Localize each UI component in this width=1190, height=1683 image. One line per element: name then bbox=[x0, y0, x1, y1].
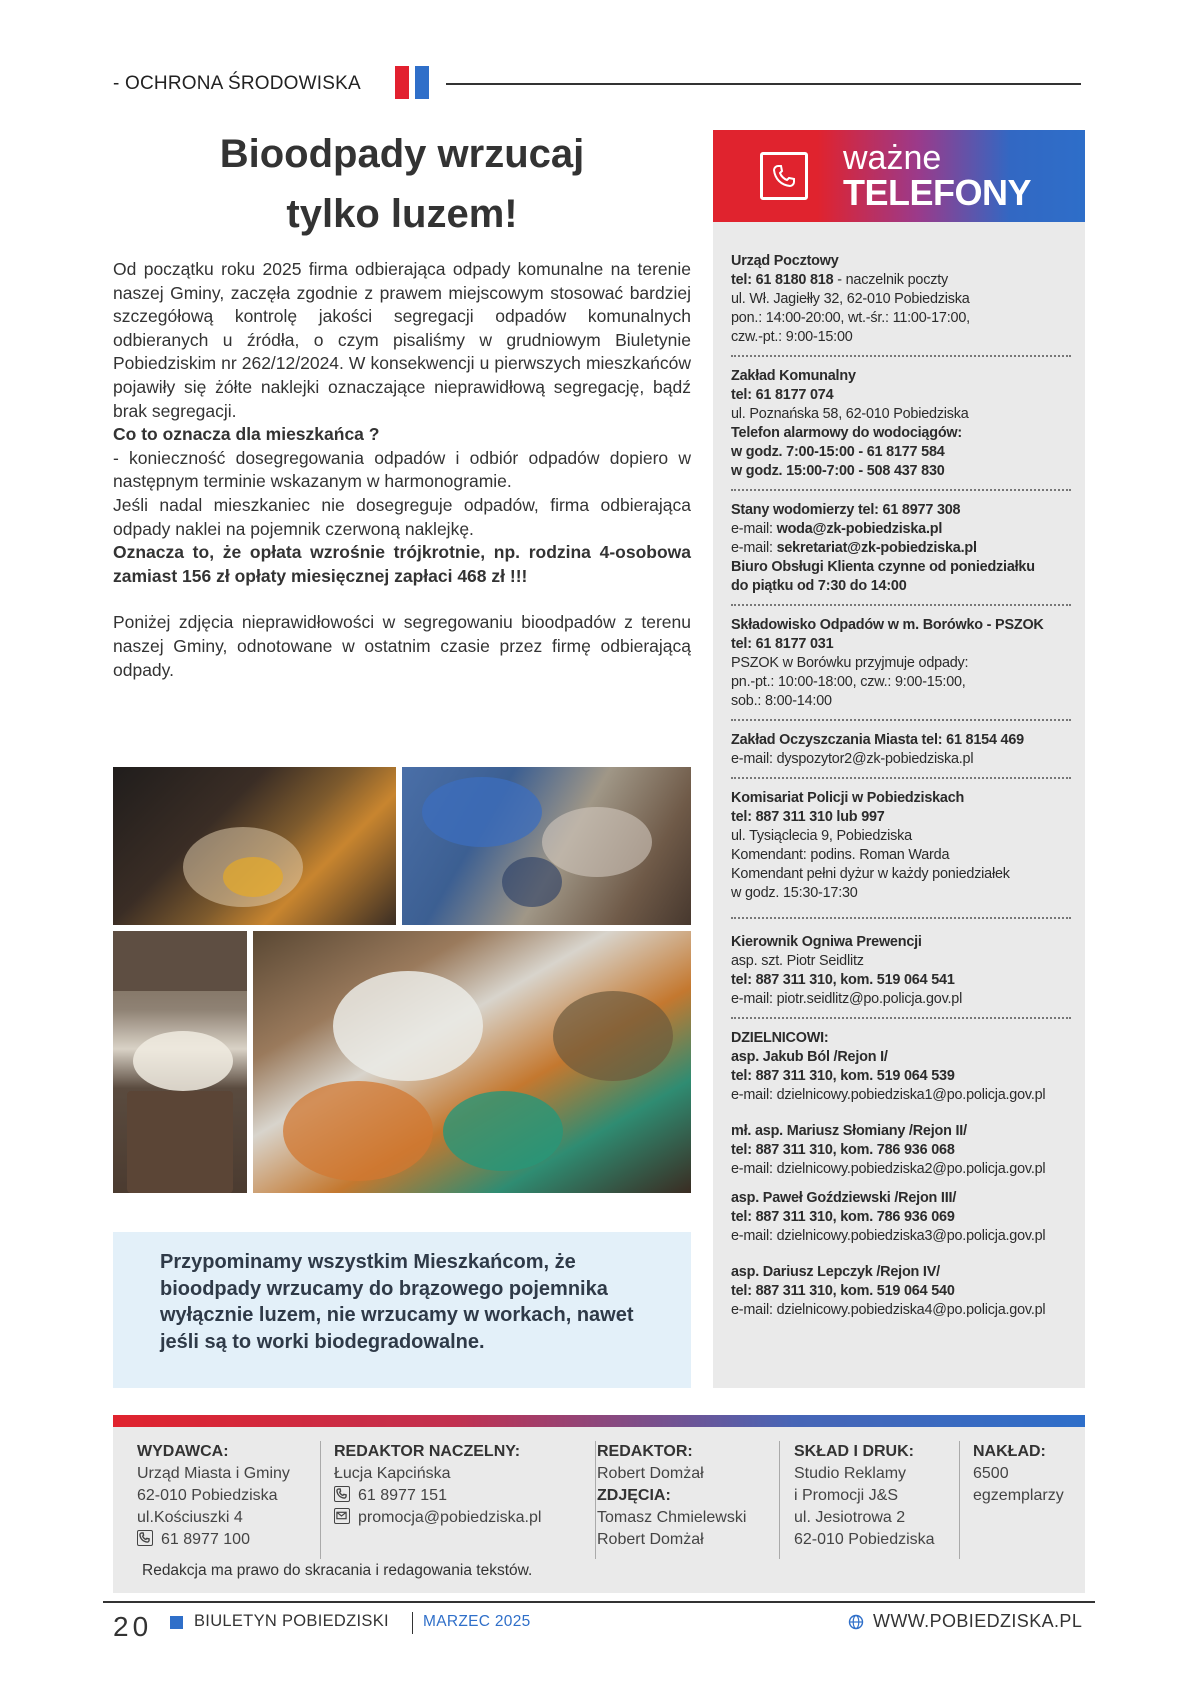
entry-info: PSZOK w Borówku przyjmuje odpady: bbox=[731, 655, 969, 671]
footer-heading: SKŁAD I DRUK: bbox=[794, 1443, 914, 1460]
entry-alarm-tel: w godz. 15:00-7:00 - 508 437 830 bbox=[731, 463, 945, 479]
entry-tel: tel: 61 8177 031 bbox=[731, 636, 834, 652]
photo-bioodpady-2 bbox=[402, 767, 691, 925]
footer-gradient-bar bbox=[113, 1415, 1085, 1427]
dzielnicowi-header: DZIELNICOWI: bbox=[731, 1030, 829, 1046]
dzielnicowy-tel: tel: 887 311 310, kom. 786 936 069 bbox=[731, 1209, 955, 1225]
footer-text: i Promocji J&S bbox=[794, 1487, 899, 1504]
reminder-text: Przypominamy wszystkim Mieszkańcom, że bioodpady wrzucamy do brązowego pojemnika wyłącznie luzem, nie wrzucamy w workach, nawet jeśli są to worki biodegradowalne. bbox=[160, 1251, 634, 1353]
important-phones-panel bbox=[713, 130, 1085, 1388]
article-paragraph-1: Od początku roku 2025 firma odbierająca odpady komunalne na terenie naszej Gminy, zaczęła zgodnie z prawem miejscowym stosować bardziej szczegółową kontrolę jakości segregacji odpadów komunalnych odbieranych u źródła, o czym pisaliśmy w grudniowym Biuletynie Pobiedziskim nr 262/12/2024. W konsekwencji u pierwszych mieszkańców pojawiły się żółte naklejki oznaczające nieprawidłową segregację, bądź brak segregacji. bbox=[113, 259, 691, 421]
article-paragraph-3: Jeśli nadal mieszkaniec nie dosegreguje odpadów, firma odbierająca odpady naklei na pojemnik czerwoną naklejkę. bbox=[113, 494, 691, 539]
photo-bio-bin bbox=[113, 931, 247, 1193]
dzielnicowy-tel: tel: 887 311 310, kom. 519 064 539 bbox=[731, 1068, 955, 1084]
article-question: Co to oznacza dla mieszkańca ? bbox=[113, 424, 380, 445]
entry-email: e-mail: piotr.seidlitz@po.policja.gov.pl bbox=[731, 991, 963, 1007]
section-header bbox=[113, 66, 1081, 100]
editorial-footer bbox=[113, 1427, 1085, 1593]
entry-tel: tel: 61 8177 074 bbox=[731, 387, 834, 403]
entry-name: Stany wodomierzy tel: 61 8977 308 bbox=[731, 502, 961, 518]
reminder-box bbox=[113, 1232, 691, 1388]
footer-divider bbox=[595, 1441, 596, 1559]
article-title bbox=[113, 124, 691, 244]
bulletin-date: MARZEC 2025 bbox=[423, 1613, 531, 1630]
bulletin-square bbox=[170, 1616, 183, 1629]
entry-bok: do piątku od 7:30 do 14:00 bbox=[731, 578, 907, 594]
bulletin-name: BIULETYN POBIEDZISKI bbox=[194, 1612, 389, 1630]
footer-redaktor bbox=[597, 1441, 746, 1551]
footer-redaktor-naczelny bbox=[334, 1441, 541, 1529]
entry-hours: sob.: 8:00-14:00 bbox=[731, 693, 832, 709]
dotted-divider bbox=[731, 1017, 1071, 1019]
section-flag-red bbox=[395, 66, 409, 99]
section-title: - OCHRONA ŚRODOWISKA bbox=[113, 73, 361, 94]
entry-name: Urząd Pocztowy bbox=[731, 253, 839, 269]
dzielnicowy-email: e-mail: dzielnicowy.pobiedziska2@po.policja.gov.pl bbox=[731, 1161, 1046, 1177]
email-label: e-mail: bbox=[731, 540, 777, 556]
entry-urzad-pocztowy bbox=[731, 252, 1071, 347]
footer-heading: REDAKTOR NACZELNY: bbox=[334, 1443, 521, 1460]
entry-person: asp. szt. Piotr Seidlitz bbox=[731, 953, 864, 969]
entry-tel: tel: 61 8180 818 bbox=[731, 272, 834, 288]
footer-text: 62-010 Pobiedziska bbox=[137, 1487, 278, 1504]
article-paragraph-4: Oznacza to, że opłata wzrośnie trójkrotnie, np. rodzina 4-osobowa zamiast 156 zł opłaty miesięcznej zapłaci 468 zł !!! bbox=[113, 542, 691, 586]
page-bottom-rule bbox=[103, 1601, 1095, 1603]
entry-dyzur: w godz. 15:30-17:30 bbox=[731, 885, 858, 901]
footer-text: Studio Reklamy bbox=[794, 1465, 907, 1482]
dzielnicowy-email: e-mail: dzielnicowy.pobiedziska1@po.policja.gov.pl bbox=[731, 1087, 1046, 1103]
dotted-divider bbox=[731, 604, 1071, 606]
article-body bbox=[113, 258, 691, 682]
dotted-divider bbox=[731, 719, 1071, 721]
footer-text: Łucja Kapcińska bbox=[334, 1465, 451, 1482]
entry-tel: tel: 887 311 310, kom. 519 064 541 bbox=[731, 972, 955, 988]
entry-zaklad-komunalny bbox=[731, 367, 1071, 481]
footer-sklad bbox=[794, 1441, 935, 1551]
footer-wydawca bbox=[137, 1441, 290, 1551]
phones-header bbox=[713, 130, 1085, 222]
dzielnicowy-email: e-mail: dzielnicowy.pobiedziska3@po.policja.gov.pl bbox=[731, 1228, 1046, 1244]
phone-icon bbox=[760, 152, 808, 200]
footer-heading: WYDAWCA: bbox=[137, 1443, 229, 1460]
dzielnicowy-name: asp. Jakub Ból /Rejon I/ bbox=[731, 1049, 888, 1065]
entry-tel: tel: 887 311 310 lub 997 bbox=[731, 809, 885, 825]
entry-oczyszczanie bbox=[731, 731, 1071, 769]
entry-bok: Biuro Obsługi Klienta czynne od poniedziałku bbox=[731, 559, 1035, 575]
footer-heading: ZDJĘCIA: bbox=[597, 1487, 671, 1504]
entry-hours: pn.-pt.: 10:00-18:00, czw.: 9:00-15:00, bbox=[731, 674, 966, 690]
footer-divider bbox=[959, 1441, 960, 1559]
entry-address: ul. Poznańska 58, 62-010 Pobiedziska bbox=[731, 406, 969, 422]
phone-icon bbox=[137, 1530, 153, 1546]
header-rule bbox=[446, 83, 1081, 85]
footer-text: 62-010 Pobiedziska bbox=[794, 1531, 935, 1548]
photo-bioodpady-3 bbox=[253, 931, 691, 1193]
entry-name: Zakład Komunalny bbox=[731, 368, 856, 384]
dotted-divider bbox=[731, 489, 1071, 491]
entry-dzielnicowi bbox=[731, 1029, 1071, 1320]
dotted-divider bbox=[731, 355, 1071, 357]
article-paragraph-2: - konieczność dosegregowania odpadów i odbiór odpadów dopiero w następnym terminie wskazanym w harmonogramie. bbox=[113, 447, 691, 492]
footer-phone: 61 8977 151 bbox=[358, 1487, 447, 1504]
entry-tel-note: - naczelnik poczty bbox=[833, 272, 948, 288]
article-paragraph-5: Poniżej zdjęcia nieprawidłowości w segregowaniu bioodpadów z terenu naszej Gminy, odnotowane w ostatnim czasie przez firmę odbierającą odpady. bbox=[113, 612, 691, 680]
footer-divider bbox=[320, 1441, 321, 1559]
entry-pszok bbox=[731, 616, 1071, 711]
phone-icon bbox=[334, 1486, 350, 1502]
entry-dyzur: Komendant pełni dyżur w każdy poniedziałek bbox=[731, 866, 1010, 882]
footer-text: 6500 bbox=[973, 1465, 1009, 1482]
footer-text: egzemplarzy bbox=[973, 1487, 1064, 1504]
dotted-divider bbox=[731, 777, 1071, 779]
entry-komendant: Komendant: podins. Roman Warda bbox=[731, 847, 950, 863]
footer-heading: NAKŁAD: bbox=[973, 1443, 1046, 1460]
entry-prewencja bbox=[731, 933, 1071, 1009]
entry-email: e-mail: dyspozytor2@zk-pobiedziska.pl bbox=[731, 751, 974, 767]
footer-phone: 61 8977 100 bbox=[161, 1531, 250, 1548]
dzielnicowy-tel: tel: 887 311 310, kom. 519 064 540 bbox=[731, 1283, 955, 1299]
footer-text: Robert Domżał bbox=[597, 1531, 704, 1548]
article-title-line2: tylko luzem! bbox=[286, 192, 518, 236]
entry-address: ul. Tysiąclecia 9, Pobiedziska bbox=[731, 828, 912, 844]
footer-text: ul.Kościuszki 4 bbox=[137, 1509, 243, 1526]
footer-naklad bbox=[973, 1441, 1064, 1507]
email-label: e-mail: bbox=[731, 521, 777, 537]
entry-name: Komisariat Policji w Pobiedziskach bbox=[731, 790, 965, 806]
entry-name: Zakład Oczyszczania Miasta tel: 61 8154 469 bbox=[731, 732, 1024, 748]
dzielnicowy-tel: tel: 887 311 310, kom. 786 936 068 bbox=[731, 1142, 955, 1158]
dzielnicowy-email: e-mail: dzielnicowy.pobiedziska4@po.policja.gov.pl bbox=[731, 1302, 1046, 1318]
entry-policja bbox=[731, 789, 1071, 903]
entry-email: sekretariat@zk-pobiedziska.pl bbox=[776, 540, 977, 556]
footer-divider bbox=[779, 1441, 780, 1559]
entry-name: Składowisko Odpadów w m. Borówko - PSZOK bbox=[731, 617, 1044, 633]
phones-title-line1: ważne bbox=[843, 139, 942, 177]
entry-alarm-label: Telefon alarmowy do wodociągów: bbox=[731, 425, 962, 441]
entry-wodomierze bbox=[731, 501, 1071, 596]
entry-hours: pon.: 14:00-20:00, wt.-śr.: 11:00-17:00, bbox=[731, 310, 970, 326]
footer-text: Tomasz Chmielewski bbox=[597, 1509, 747, 1526]
section-flag-blue bbox=[415, 66, 429, 99]
footer-text: Urząd Miasta i Gminy bbox=[137, 1465, 290, 1482]
website-link[interactable]: WWW.POBIEDZISKA.PL bbox=[873, 1611, 1083, 1631]
dzielnicowy-name: asp. Dariusz Lepczyk /Rejon IV/ bbox=[731, 1264, 940, 1280]
dotted-divider bbox=[731, 917, 1071, 919]
article-title-line1: Bioodpady wrzucaj bbox=[219, 132, 585, 176]
footer-text: ul. Jesiotrowa 2 bbox=[794, 1509, 906, 1526]
footer-text: Robert Domżał bbox=[597, 1465, 704, 1482]
page-number: 20 bbox=[113, 1611, 153, 1642]
entry-hours: czw.-pt.: 9:00-15:00 bbox=[731, 329, 853, 345]
bulletin-separator bbox=[412, 1612, 413, 1634]
footer-heading: REDAKTOR: bbox=[597, 1443, 693, 1460]
phones-list bbox=[731, 252, 1071, 1320]
dzielnicowy-name: mł. asp. Mariusz Słomiany /Rejon II/ bbox=[731, 1123, 967, 1139]
entry-email: woda@zk-pobiedziska.pl bbox=[776, 521, 943, 537]
photo-bioodpady-1 bbox=[113, 767, 396, 925]
entry-name: Kierownik Ogniwa Prewencji bbox=[731, 934, 922, 950]
dzielnicowy-name: asp. Paweł Goździewski /Rejon III/ bbox=[731, 1190, 957, 1206]
mail-icon bbox=[334, 1508, 350, 1524]
phones-title-line2: TELEFONY bbox=[843, 172, 1032, 213]
footer-email[interactable]: promocja@pobiedziska.pl bbox=[358, 1509, 542, 1526]
footer-note: Redakcja ma prawo do skracania i redagowania tekstów. bbox=[142, 1562, 533, 1579]
entry-alarm-tel: w godz. 7:00-15:00 - 61 8177 584 bbox=[731, 444, 945, 460]
entry-address: ul. Wł. Jagiełły 32, 62-010 Pobiedziska bbox=[731, 291, 970, 307]
globe-icon bbox=[848, 1614, 864, 1635]
